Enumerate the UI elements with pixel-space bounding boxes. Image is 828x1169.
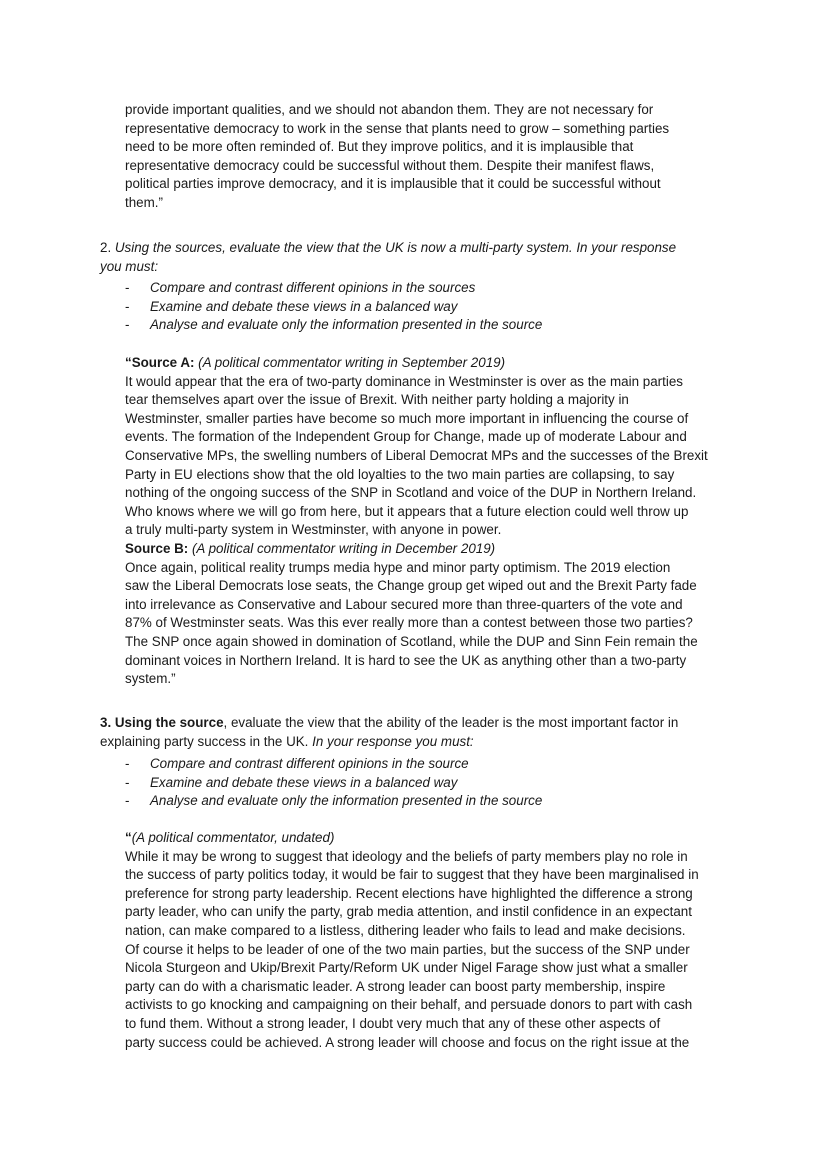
source-a-heading	[125, 354, 708, 373]
question-3-prompt	[100, 714, 678, 751]
source-line: the success of party politics today, it would be fair to suggest that they have been marginalised in	[125, 867, 699, 883]
source-b-line: dominant voices in Northern Ireland. It is hard to see the UK as anything other than a two-party	[125, 652, 687, 668]
source-b-line: 87% of Westminster seats. Was this ever really more than a contest between those two parties?	[125, 615, 693, 631]
question-2-sources	[125, 354, 708, 689]
source-a-line: nothing of the ongoing success of the SNP in Scotland and voice of the DUP in Northern Ireland.	[125, 485, 697, 501]
source-line: Nicola Sturgeon and Ukip/Brexit Party/Reform UK under Nigel Farage show just what a smaller	[125, 960, 688, 976]
source-heading	[125, 829, 699, 848]
question-3-text: , evaluate the view that the ability of the leader is the most important factor in	[223, 715, 679, 730]
source-a-line: a truly multi-party system in Westminster, with anyone in power.	[125, 522, 502, 538]
source-a-line: Who knows where we will go from here, but it appears that a future election could well throw up	[125, 503, 689, 519]
source-line: Of course it helps to be leader of one of the two main parties, but the success of the SNP under	[125, 941, 690, 957]
source-b-line: Once again, political reality trumps media hype and minor party optimism. The 2019 election	[125, 559, 671, 575]
source-a-line: Westminster, smaller parties have become so much more important in influencing the course of	[125, 410, 689, 426]
intro-line: need to be more often reminded of. But they improve politics, and it is implausible that	[125, 139, 634, 155]
source-a-label: “Source A:	[125, 355, 199, 370]
question-3-instruction: In your response you must:	[312, 733, 474, 749]
source-a-line: Conservative MPs, the swelling numbers of Liberal Democrat MPs and the successes of the Brexit	[125, 447, 708, 463]
source-a-line: events. The formation of the Independent Group for Change, made up of moderate Labour and	[125, 429, 687, 445]
question-2-prompt	[100, 239, 676, 276]
source-b-label: Source B:	[125, 540, 192, 556]
source-line: party leader, who can unify the party, grab media attention, and instil confidence in an expectant	[125, 904, 692, 920]
source-a-line: Party in EU elections show that the old loyalties to the two main parties are collapsing, to say	[125, 466, 675, 482]
source-line: activists to go knocking and campaigning on their behalf, and persuade donors to part with cash	[125, 997, 693, 1013]
intro-line: political parties improve democracy, and it is implausible that it could be successful without	[125, 176, 661, 192]
intro-line: them.”	[125, 194, 163, 210]
question-3-number: 3. Using the source	[100, 715, 224, 730]
source-attribution: (A political commentator, undated)	[131, 830, 335, 845]
intro-line: representative democracy could be successful without them. Despite their manifest flaws,	[125, 157, 655, 173]
source-line: to fund them. Without a strong leader, I doubt very much that any of these other aspects of	[125, 1015, 661, 1031]
question-2-text-cont: you must:	[100, 258, 159, 274]
source-b-line: saw the Liberal Democrats lose seats, the Change group get wiped out and the Brexit Party fade	[125, 578, 697, 594]
source-b-attribution: (A political commentator writing in December 2019)	[191, 540, 496, 556]
source-a-line: tear themselves apart over the issue of Brexit. With neither party holding a majority in	[125, 392, 629, 408]
source-open-quote: “	[125, 830, 132, 845]
intro-line: representative democracy to work in the sense that plants need to grow – something parties	[125, 120, 670, 136]
question-3-source	[125, 829, 699, 1052]
source-line: preference for strong party leadership. Recent elections have highlighted the difference a strong	[125, 885, 693, 901]
source-b-heading	[125, 540, 708, 559]
source-b-line: into irrelevance as Conservative and Labour secured more than three-quarters of the vote and	[125, 596, 683, 612]
source-a-line: It would appear that the era of two-party dominance in Westminster is over as the main parties	[125, 373, 683, 389]
source-b-line: The SNP once again showed in domination of Scotland, while the DUP and Sinn Fein remain the	[125, 633, 698, 649]
intro-line: provide important qualities, and we should not abandon them. They are not necessary for	[125, 102, 654, 117]
intro-paragraph	[125, 101, 669, 213]
question-2-number: 2.	[100, 240, 115, 255]
source-line: party success could be achieved. A strong leader will choose and focus on the right issue at the	[125, 1034, 690, 1050]
source-a-attribution: (A political commentator writing in September 2019)	[198, 355, 506, 370]
source-b-line: system.”	[125, 671, 176, 687]
document-page: provide important qualities, and we should not abandon them. They are not necessary for representative democracy to work in the sense that plants need to grow – something parties need to be more often reminded of. But they improve politics, and it is implausible that representative democracy could be successful without them. Despite their manifest flaws, political parties improve democracy, and it is implausible that it could be successful without them.” 2. Using the sources, evaluate the view that the UK is now a multi-party system. In your response you must: - Compare and contrast different opinions in the sources - Examine and debate these views in a balanced way - Analyse and evaluate only the information presented in the source “Source A: (A political commentator writing in September 2019) It would appear that the era of two-party dominance in Westminster is over as the main parties tear themselves apart over the issue of Brexit. With neither party holding a majority in Westminster, smaller parties have become so much more important in influencing the course of events. The formation of the Independent Group for Change, made up of moderate Labour and Conservative MPs, the swelling numbers of Liberal Democrat MPs and the successes of the Brexit Party in EU elections show that the old loyalties to the two main parties are collapsing, to say nothing of the ongoing success of the SNP in Scotland and voice of the DUP in Northern Ireland. Who knows where we will go from here, but it appears that a future election could well throw up a truly multi-party system in Westminster, with anyone in power. Source B: (A political commentator writing in December 2019) Once again, political reality trumps media hype and minor party optimism. The 2019 election saw the Liberal Democrats lose seats, the Change group get wiped out and the Brexit Party fade into irrelevance as Conservative and Labour secured more than three-quarters of the vote and 87% of Westminster seats. Was this ever really more than a contest between those two parties? The SNP once again showed in domination of Scotland, while the DUP and Sinn Fein remain the dominant voices in Northern Ireland. It is hard to see the UK as anything other than a two-party system.” 3. Using the source, evaluate the view that the ability of the leader is the most important factor in explaining party success in the UK. In your response you must: - Compare and contrast different opinions in the source - Examine and debate these views in a balanced way - Analyse and evaluate only the information presented in the source “(A political commentator, undated) While it may be wrong to suggest that ideology and the beliefs of party members play no role in the success of party politics today, it would be fair to suggest that they have been marginalised in preference for strong party leadership. Recent elections have highlighted the difference a strong party leader, who can unify the party, grab media attention, and instil confidence in an expectant nation, can make compared to a listless, dithering leader who fails to lead and make decisions. Of course it helps to be leader of one of the two main parties, but the success of the SNP under Nicola Sturgeon and Ukip/Brexit Party/Reform UK under Nigel Farage show just what a smaller party can do with a charismatic leader. A strong leader can boost party membership, inspire activists to go knocking and campaigning on their behalf, and persuade donors to part with cash to fund them. Without a strong leader, I doubt very much that any of these other aspects of party success could be achieved. A strong leader will choose and focus on the right issue at the	[0, 0, 828, 1169]
source-line: While it may be wrong to suggest that ideology and the beliefs of party members play no role in	[125, 848, 688, 864]
question-3-text-cont: explaining party success in the UK.	[100, 733, 313, 749]
question-2-text: Using the sources, evaluate the view that the UK is now a multi-party system. In your response	[114, 240, 677, 255]
source-line: party can do with a charismatic leader. A strong leader can boost party membership, inspire	[125, 978, 666, 994]
source-line: nation, can make compared to a listless, dithering leader who fails to lead and make decisions.	[125, 922, 686, 938]
